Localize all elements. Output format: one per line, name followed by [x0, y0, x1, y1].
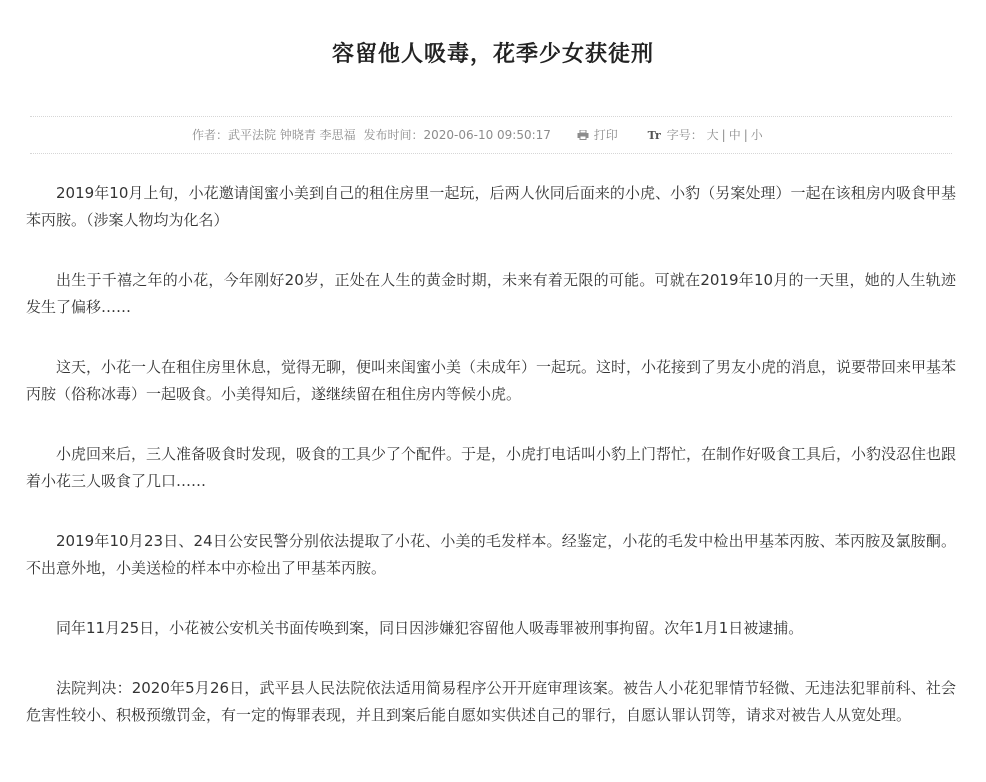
font-size-separator: | [743, 128, 748, 142]
font-size-large-link[interactable]: 大 [706, 128, 719, 142]
article-paragraph: 2019年10月上旬，小花邀请闺蜜小美到自己的租住房里一起玩，后两人伙同后面来的小虎、小豹（另案处理）一起在该租房内吸食甲基苯丙胺。（涉案人物均为化名） [26, 184, 956, 229]
article-paragraph: 同年11月25日，小花被公安机关书面传唤到案，同日因涉嫌犯容留他人吸毒罪被刑事拘留。次年1月1日被逮捕。 [56, 619, 804, 637]
font-size-separator: | [721, 128, 726, 142]
author-info: 作者：武平法院 钟晓青 李思福 [192, 128, 356, 142]
print-button[interactable] [577, 117, 618, 153]
article-paragraph: 小虎回来后，三人准备吸食时发现，吸食的工具少了个配件。于是，小虎打电话叫小豹上门帮忙，在制作好吸食工具后，小豹没忍住也跟着小花三人吸食了几口…… [26, 445, 957, 490]
print-label: 打印 [593, 128, 618, 142]
article-paragraph: 这天，小花一人在租住房里休息，觉得无聊，便叫来闺蜜小美（未成年）一起玩。这时，小花接到了男友小虎的消息，说要带回来甲基苯丙胺（俗称冰毒）一起吸食。小美得知后，遂继续留在租住房内等候小虎。 [26, 358, 957, 403]
font-size-medium-link[interactable]: 中 [728, 128, 741, 142]
article-meta [192, 117, 763, 154]
font-size-small-link[interactable]: 小 [750, 128, 763, 142]
font-size-label: 字号： [666, 128, 703, 142]
article-title: 容留他人吸毒，花季少女获徒刑 [331, 42, 654, 67]
publish-time: 发布时间：2020-06-10 09:50:17 [363, 128, 551, 142]
printer-icon [577, 130, 589, 140]
article-paragraph: 法院判决：2020年5月26日，武平县人民法院依法适用简易程序公开开庭审理该案。被告人小花犯罪情节轻微、无违法犯罪前科、社会危害性较小、积极预缴罚金，有一定的悔罪表现，并且到案后能自愿如实供述自己的罪行，自愿认罪认罚等，请求对被告人从宽处理。 [26, 679, 956, 724]
article-paragraph: 2019年10月23日、24日公安民警分别依法提取了小花、小美的毛发样本。经鉴定，小花的毛发中检出甲基苯丙胺、苯丙胺及氯胺酮。不出意外地，小美送检的样本中亦检出了甲基苯丙胺。 [26, 532, 956, 577]
article-content [26, 180, 956, 762]
article-paragraph: 出生于千禧之年的小花，今年刚好20岁，正处在人生的黄金时期，未来有着无限的可能。可就在2019年10月的一天里，她的人生轨迹发生了偏移…… [26, 271, 956, 316]
font-size-icon: Tr [647, 129, 661, 142]
article-meta-bar [30, 116, 952, 154]
